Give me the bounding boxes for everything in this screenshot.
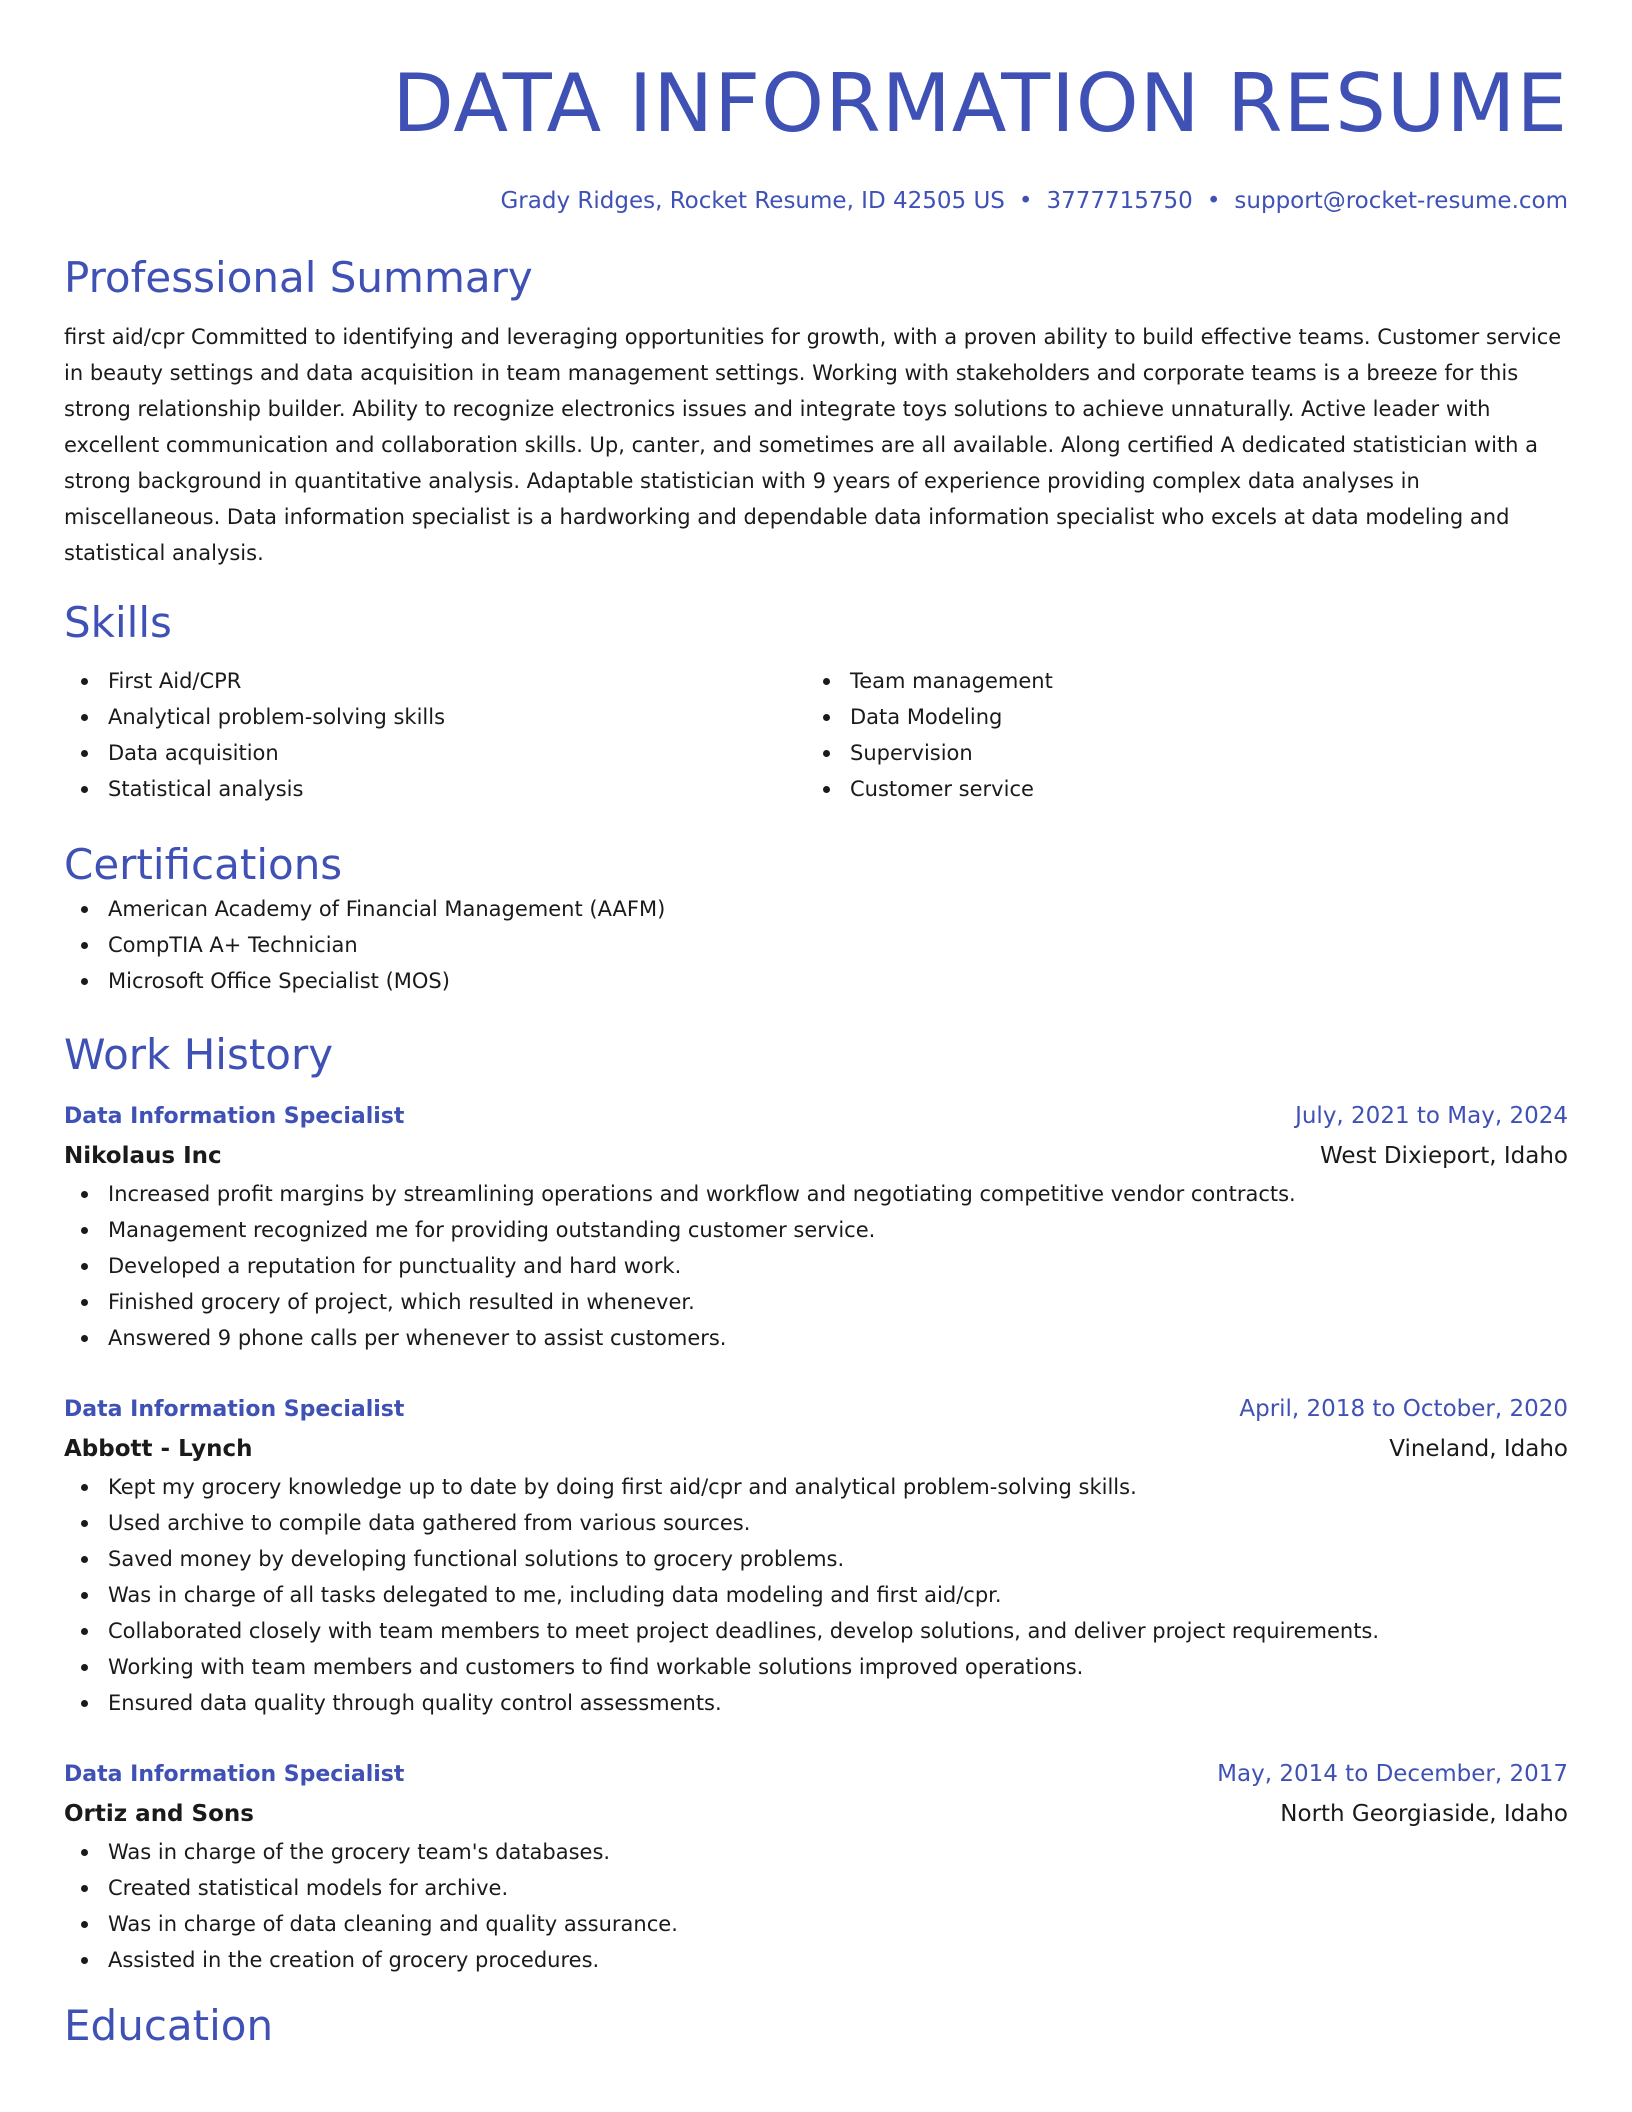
skills-column-right [806, 663, 1548, 807]
job-bullet [64, 1834, 1568, 1870]
job-bullets [64, 1176, 1568, 1356]
skill-label: First Aid/CPR [108, 669, 242, 693]
job-bullet-text: Answered 9 phone calls per whenever to assist customers. [108, 1326, 727, 1350]
job-bullet [64, 1685, 1568, 1721]
bullet-icon [81, 1484, 88, 1491]
job-bullet [64, 1613, 1568, 1649]
bullet-icon [81, 1520, 88, 1527]
job-header [64, 1755, 1568, 1794]
job-bullet-text: Kept my grocery knowledge up to date by doing first aid/cpr and analytical problem-solving skills. [108, 1475, 1137, 1499]
job-title: Data Information Specialist [64, 1762, 405, 1787]
bullet-icon [81, 678, 88, 685]
contact-phone: 3777715750 [1046, 188, 1193, 214]
certification-item [64, 963, 1568, 999]
job-title: Data Information Specialist [64, 1397, 405, 1422]
job-bullet [64, 1577, 1568, 1613]
job-bullet-text: Used archive to compile data gathered from various sources. [108, 1511, 751, 1535]
job-bullet-text: Was in charge of data cleaning and quality assurance. [108, 1912, 678, 1936]
bullet-icon [81, 1628, 88, 1635]
job-bullet [64, 1176, 1568, 1212]
certification-label: American Academy of Financial Management (AAFM) [108, 897, 666, 921]
job-bullets [64, 1469, 1568, 1721]
bullet-icon [81, 906, 88, 913]
skill-item [64, 735, 806, 771]
job-bullet [64, 1505, 1568, 1541]
job-location: North Georgiaside, Idaho [1280, 1801, 1568, 1827]
job-entry [64, 1755, 1568, 1978]
skill-label: Supervision [850, 741, 973, 765]
job-title: Data Information Specialist [64, 1104, 405, 1129]
job-bullet [64, 1870, 1568, 1906]
job-bullet [64, 1942, 1568, 1978]
bullet-icon [81, 1921, 88, 1928]
certification-label: Microsoft Office Specialist (MOS) [108, 969, 450, 993]
job-entry [64, 1390, 1568, 1721]
bullet-icon [81, 1299, 88, 1306]
skill-item [64, 663, 806, 699]
bullet-icon [81, 978, 88, 985]
job-bullet-text: Management recognized me for providing outstanding customer service. [108, 1218, 876, 1242]
job-bullet-text: Increased profit margins by streamlining operations and workflow and negotiating competitive vendor contracts. [108, 1182, 1296, 1206]
bullet-icon [81, 1885, 88, 1892]
education-heading: Education [64, 2001, 274, 2050]
bullet-icon [81, 786, 88, 793]
skills-list-right [806, 663, 1548, 807]
job-location: Vineland, Idaho [1389, 1436, 1568, 1462]
bullet-icon [81, 1227, 88, 1234]
job-bullet [64, 1469, 1568, 1505]
skill-item [64, 699, 806, 735]
bullet-icon [81, 1191, 88, 1198]
certifications-heading: Certifications [64, 840, 343, 889]
job-company: Abbott - Lynch [64, 1436, 253, 1462]
job-bullet-text: Created statistical models for archive. [108, 1876, 509, 1900]
bullet-icon [81, 750, 88, 757]
job-header [64, 1097, 1568, 1136]
skill-item [806, 735, 1548, 771]
skills-grid [64, 663, 1568, 807]
skill-label: Analytical problem-solving skills [108, 705, 446, 729]
bullet-icon [81, 1592, 88, 1599]
certification-label: CompTIA A+ Technician [108, 933, 358, 957]
job-subheader [64, 1794, 1568, 1834]
skill-label: Data acquisition [108, 741, 279, 765]
bullet-icon [823, 750, 830, 757]
job-location: West Dixieport, Idaho [1319, 1143, 1568, 1169]
job-bullet-text: Collaborated closely with team members to meet project deadlines, develop solutions, and deliver project requirements. [108, 1619, 1380, 1643]
bullet-icon [81, 1849, 88, 1856]
contact-email[interactable]: support@rocket-resume.com [1234, 188, 1568, 214]
job-bullet [64, 1248, 1568, 1284]
skill-item [806, 699, 1548, 735]
job-bullet [64, 1212, 1568, 1248]
job-bullet [64, 1541, 1568, 1577]
job-bullet-text: Finished grocery of project, which resulted in whenever. [108, 1290, 695, 1314]
skill-label: Statistical analysis [108, 777, 304, 801]
job-company: Nikolaus Inc [64, 1143, 222, 1169]
bullet-icon [81, 1664, 88, 1671]
skill-item [806, 663, 1548, 699]
bullet-icon [823, 786, 830, 793]
job-bullet [64, 1649, 1568, 1685]
skills-column-left [64, 663, 806, 807]
job-bullet-text: Was in charge of all tasks delegated to me, including data modeling and first aid/cpr. [108, 1583, 1002, 1607]
bullet-icon [81, 1263, 88, 1270]
summary-heading: Professional Summary [64, 253, 533, 302]
resume-title: DATA INFORMATION RESUME [392, 57, 1568, 150]
skill-label: Customer service [850, 777, 1034, 801]
work-history-heading: Work History [64, 1030, 334, 1079]
bullet-icon [81, 1700, 88, 1707]
job-dates: April, 2018 to October, 2020 [1239, 1396, 1568, 1422]
job-dates: July, 2021 to May, 2024 [1295, 1103, 1568, 1129]
job-bullet [64, 1284, 1568, 1320]
bullet-icon [81, 1957, 88, 1964]
skill-label: Team management [850, 669, 1053, 693]
job-bullet-text: Saved money by developing functional solutions to grocery problems. [108, 1547, 845, 1571]
job-bullet-text: Developed a reputation for punctuality and hard work. [108, 1254, 682, 1278]
job-dates: May, 2014 to December, 2017 [1217, 1761, 1568, 1787]
skill-label: Data Modeling [850, 705, 1003, 729]
bullet-icon [823, 678, 830, 685]
contact-separator: • [1018, 188, 1033, 214]
bullet-icon [81, 714, 88, 721]
job-subheader [64, 1429, 1568, 1469]
job-bullet-text: Ensured data quality through quality control assessments. [108, 1691, 722, 1715]
contact-address: Grady Ridges, Rocket Resume, ID 42505 US [500, 188, 1005, 214]
job-bullet [64, 1906, 1568, 1942]
job-company: Ortiz and Sons [64, 1801, 254, 1827]
job-subheader [64, 1136, 1568, 1176]
job-entry [64, 1097, 1568, 1356]
certifications-list [64, 891, 1568, 999]
bullet-icon [823, 714, 830, 721]
summary-text: first aid/cpr Committed to identifying and leveraging opportunities for growth, with a proven ability to build effective teams. Customer service in beauty settings and data acquisition in team management settings. Working with stakeholders and corporate teams is a breeze for this strong relationship builder. Ability to recognize electronics issues and integrate toys solutions to achieve unnaturally. Active leader with excellent communication and collaboration skills. Up, canter, and sometimes are all available. Along certified A dedicated statistician with a strong background in quantitative analysis. Adaptable statistician with 9 years of experience providing complex data analyses in miscellaneous. Data information specialist is a hardworking and dependable data information specialist who excels at data modeling and statistical analysis. [64, 325, 1562, 565]
certification-item [64, 927, 1568, 963]
skills-list-left [64, 663, 806, 807]
certification-item [64, 891, 1568, 927]
bullet-icon [81, 1335, 88, 1342]
job-bullet-text: Working with team members and customers to find workable solutions improved operations. [108, 1655, 1084, 1679]
contact-separator: • [1206, 188, 1221, 214]
bullet-icon [81, 1556, 88, 1563]
job-bullets [64, 1834, 1568, 1978]
bullet-icon [81, 942, 88, 949]
job-bullet [64, 1320, 1568, 1356]
skill-item [806, 771, 1548, 807]
job-bullet-text: Was in charge of the grocery team's databases. [108, 1840, 611, 1864]
skills-heading: Skills [64, 598, 172, 647]
contact-line [64, 186, 1568, 216]
resume-page [64, 0, 1568, 2052]
job-bullet-text: Assisted in the creation of grocery procedures. [108, 1948, 600, 1972]
job-header [64, 1390, 1568, 1429]
skill-item [64, 771, 806, 807]
